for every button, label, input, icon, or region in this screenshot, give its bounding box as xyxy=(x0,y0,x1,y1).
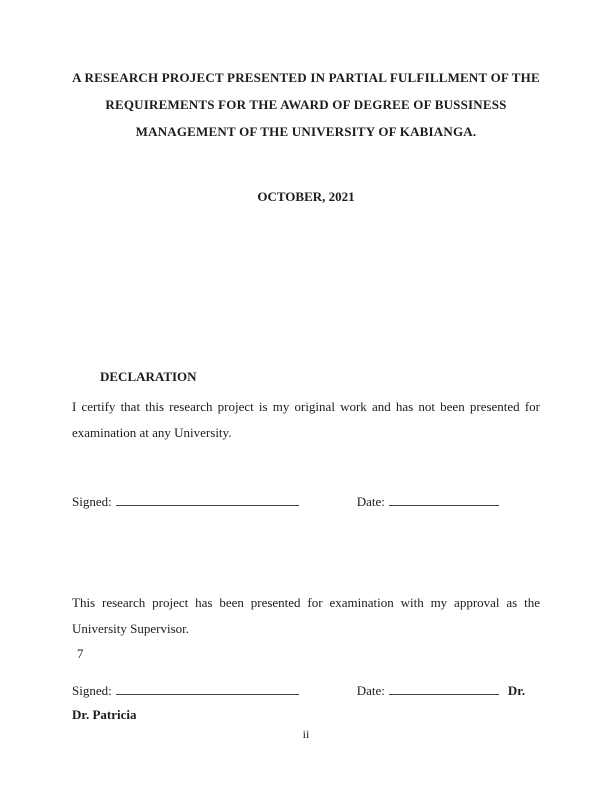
date-line xyxy=(389,681,499,695)
date-label: Date: xyxy=(356,494,385,509)
stray-number: 7 xyxy=(77,646,84,661)
approval-paragraph: This research project has been presented for examination with my approval as the University Supervisor. xyxy=(72,595,540,636)
page-number: ii xyxy=(302,727,310,741)
signed-label: Signed: xyxy=(72,494,112,509)
signature-line xyxy=(116,492,299,506)
supervisor-name: Dr. Patricia xyxy=(72,707,137,722)
signature-row-2 xyxy=(72,681,544,699)
signature-line xyxy=(116,681,299,695)
title-line-2: REQUIREMENTS FOR THE AWARD OF DEGREE OF BUSSINESS xyxy=(105,97,507,112)
title-line-3: MANAGEMENT OF THE UNIVERSITY OF KABIANGA. xyxy=(135,124,477,139)
declaration-heading: DECLARATION xyxy=(100,369,197,384)
date-label: Date: xyxy=(356,683,385,698)
signature-row-1 xyxy=(72,492,544,510)
declaration-paragraph: I certify that this research project is my original work and has not been presented for examination at any University. xyxy=(72,399,540,440)
date-line xyxy=(389,492,499,506)
supervisor-title-suffix: Dr. xyxy=(507,683,526,698)
title-block xyxy=(72,64,540,145)
signed-label: Signed: xyxy=(72,683,112,698)
title-line-1: A RESEARCH PROJECT PRESENTED IN PARTIAL FULFILLMENT OF THE xyxy=(72,70,540,85)
date-heading: OCTOBER, 2021 xyxy=(257,189,355,204)
